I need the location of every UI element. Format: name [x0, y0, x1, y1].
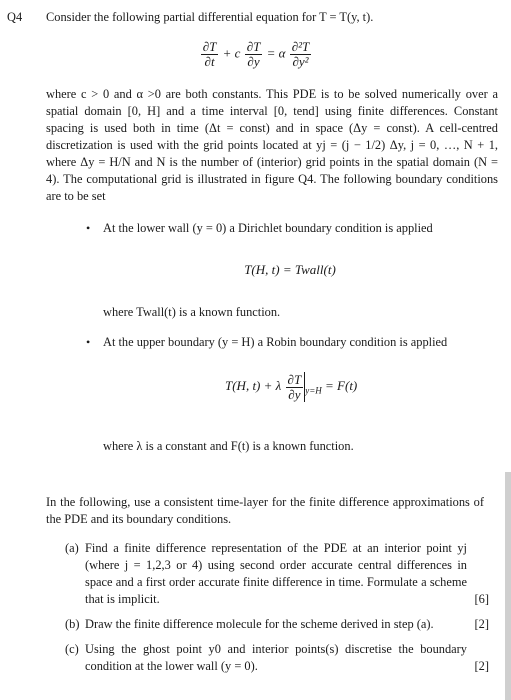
- part-c-label: (c): [65, 642, 79, 656]
- dirichlet-equation: T(H, t) = Twall(t): [244, 262, 336, 277]
- plus-c: + c: [222, 45, 241, 61]
- question-part-b: [65, 616, 489, 633]
- frac-dT-dy: $\frac{\partial T}{\partial y}$: [246, 39, 261, 69]
- frac-d2T-dy2: $\frac{\text{∂²T}}{\text{∂y²}}$: [291, 39, 310, 69]
- bullet-2-note: where λ is a constant and F(t) is a known function.: [103, 439, 354, 453]
- part-c-marks: [2]: [474, 659, 489, 673]
- question-part-c: [65, 641, 489, 675]
- part-b-marks: [2]: [474, 617, 489, 631]
- part-a-text: Find a finite difference representation of the PDE at an interior point yj (where j = 1,2,3 or 4) using second order accurate central differences in space and a first order accurate finite difference in time. Formulate a scheme that is implicit.: [85, 541, 467, 606]
- part-c-text: Using the ghost point y0 and interior points(s) discretise the boundary condition at the lower wall (y = 0).: [85, 642, 467, 673]
- question-title: [46, 9, 502, 26]
- part-a-label: (a): [65, 541, 79, 555]
- robin-equation: [225, 372, 357, 402]
- description-text: where c > 0 and α >0 are both constants. This PDE is to be solved numerically over a spatial domain [0, H] and a time interval [0, tend] using finite differences. Constant spacing is used both in time (Δt = const) and in space (Δy = const). A cell-centred discretization is used with the grid points located at yj = (j − 1/2) Δy, j = 0, …, N + 1, where Δy = H/N and N is the number of (interior) grid points in the spatial domain (N = 4). The computational grid is illustrated in figure Q4. The following boundary conditions are to be set: [46, 87, 498, 203]
- part-b-label: (b): [65, 617, 80, 631]
- question-number: Q4: [7, 10, 23, 24]
- main-pde-equation: [46, 40, 466, 69]
- robin-derivative: $\frac{\partial T}{\partial y}$: [287, 371, 302, 402]
- description-paragraph: [46, 86, 498, 205]
- bullet-1-text: At the lower wall (y = 0) a Dirichlet boundary condition is applied: [103, 221, 433, 235]
- scrollbar[interactable]: [505, 472, 511, 700]
- equals-alpha: = α: [266, 45, 286, 61]
- bullet-dot-2: •: [86, 335, 91, 349]
- robin-left: T(H, t) + λ: [225, 377, 282, 393]
- part-b-text: Draw the finite difference molecule for the scheme derived in step (a).: [85, 617, 434, 631]
- question-title-text: Consider the following partial differential equation for T = T(y, t).: [46, 10, 374, 24]
- instructions-text: In the following, use a consistent time-layer for the finite difference approximations of the PDE and its boundary conditions.: [46, 495, 484, 526]
- robin-right: = F(t): [325, 377, 358, 393]
- part-a-marks: [6]: [474, 592, 489, 606]
- bullet-dot-1: •: [86, 221, 91, 235]
- bullet-1-note: where Twall(t) is a known function.: [103, 305, 281, 319]
- robin-eval: y=H: [305, 385, 322, 396]
- instructions-paragraph: [46, 494, 484, 528]
- bullet-2-text: At the upper boundary (y = H) a Robin boundary condition is applied: [103, 335, 448, 349]
- frac-dT-dt: $\frac{\partial T}{\partial t}$: [202, 39, 217, 69]
- question-part-a: [65, 540, 489, 608]
